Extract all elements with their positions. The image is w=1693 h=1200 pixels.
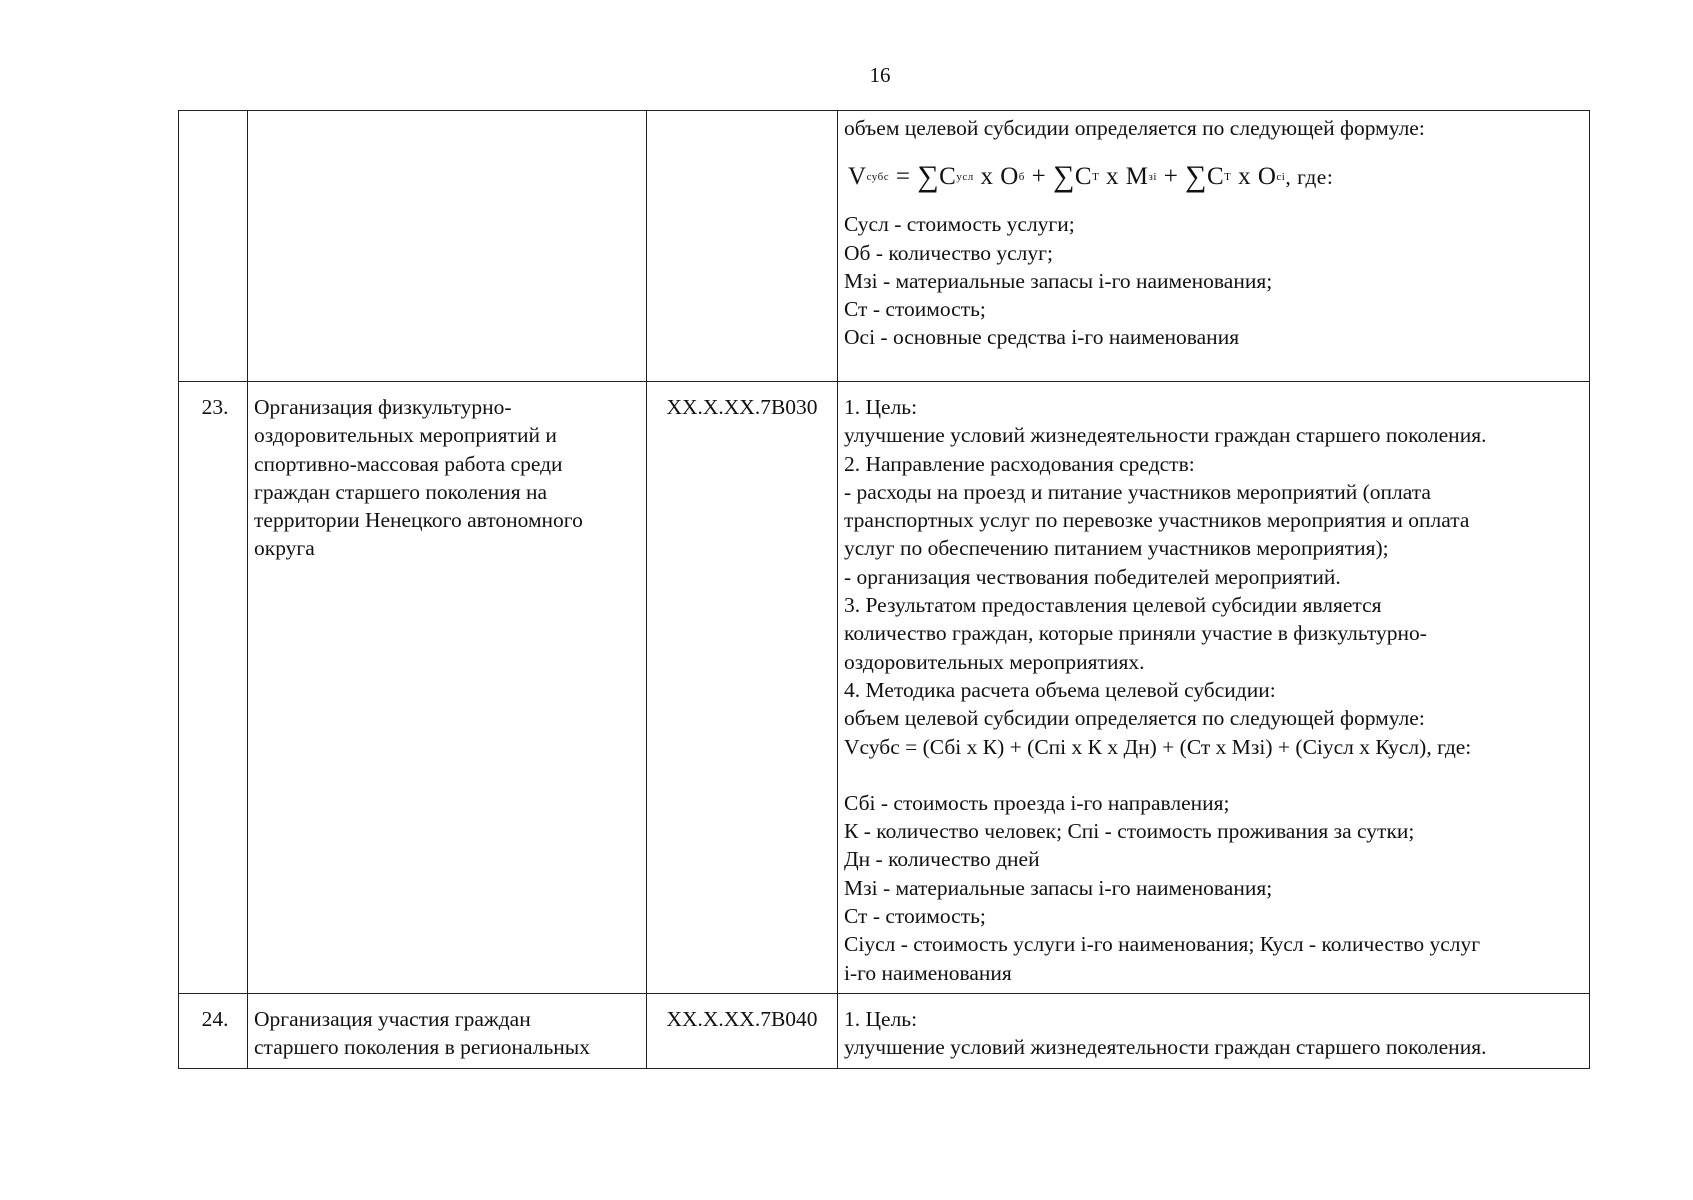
budget-code: XX.X.XX.7B030 xyxy=(666,395,818,419)
formula-sub: Т xyxy=(1224,171,1232,184)
sigma-symbol: ∑ xyxy=(1185,160,1207,194)
desc-line: Vсубс = (Сбi х К) + (Спi х К х Дн) + (Ст х Мзi) + (Сiусл х Кусл), где: xyxy=(844,734,1472,759)
desc-line: Мзi - материальные запасы i-го наименования; xyxy=(844,875,1273,900)
name-line: Организация физкультурно- xyxy=(254,395,512,419)
page-number: 16 xyxy=(869,63,891,87)
formula-sub: Т xyxy=(1092,171,1100,184)
desc-line: Дн - количество дней xyxy=(844,847,1040,872)
formula-sub: ci xyxy=(1276,171,1286,184)
cell-code xyxy=(647,111,838,382)
desc-line: количество граждан, которые приняли участие в физкультурно- xyxy=(844,621,1427,646)
name-line: спортивно-массовая работа среди xyxy=(254,451,563,476)
name-line: граждан старшего поколения на xyxy=(254,479,548,504)
formula-sub: субс xyxy=(866,171,890,184)
formula-o: O xyxy=(1257,163,1277,191)
desc-line: 2. Направление расходования средств: xyxy=(844,451,1195,476)
desc-line: улучшение условий жизнедеятельности граждан старшего поколения. xyxy=(844,1035,1487,1060)
desc-line: услуг по обеспечению питанием участников мероприятия); xyxy=(844,536,1389,561)
formula-c: C xyxy=(939,163,957,191)
cell-number xyxy=(179,994,248,1069)
desc-line: Сiусл - стоимость услуги i-го наименования; Кусл - количество услуг xyxy=(844,932,1481,957)
cell-description xyxy=(838,382,1590,994)
sigma-symbol: ∑ xyxy=(917,160,940,194)
name-line: старшего поколения в региональных xyxy=(254,1035,590,1060)
name-line: территории Ненецкого автономного xyxy=(254,508,583,533)
desc-line: К - количество человек; Спi - стоимость проживания за сутки; xyxy=(844,819,1415,844)
cell-name xyxy=(248,994,647,1069)
row-number: 23. xyxy=(201,395,229,419)
desc-line: 4. Методика расчета объема целевой субсидии: xyxy=(844,677,1276,702)
formula-tail: , где: xyxy=(1285,165,1334,190)
desc-line: Сусл - стоимость услуги; xyxy=(844,212,1075,237)
name-line: оздоровительных мероприятий и xyxy=(254,423,557,448)
desc-line: 1. Цель: xyxy=(844,395,918,419)
formula-o: O xyxy=(1000,163,1019,191)
desc-line: - расходы на проезд и питание участников мероприятий (оплата xyxy=(844,479,1431,504)
formula-c: C xyxy=(1206,163,1225,191)
cell-description xyxy=(838,111,1590,382)
budget-code: XX.X.XX.7B040 xyxy=(666,1007,818,1031)
row-number: 24. xyxy=(201,1007,229,1031)
name-line: округа xyxy=(254,536,315,561)
formula-plus: + xyxy=(1163,163,1179,191)
sigma-symbol: ∑ xyxy=(1052,160,1075,194)
cell-code xyxy=(647,382,838,994)
formula-v: V xyxy=(848,163,867,191)
formula-plus: + xyxy=(1031,163,1047,191)
desc-line: транспортных услуг по перевозке участников мероприятия и оплата xyxy=(844,508,1470,533)
cell-description xyxy=(838,994,1590,1069)
table-row xyxy=(179,994,1590,1069)
cell-code xyxy=(647,994,838,1069)
desc-line: 1. Цель: xyxy=(844,1007,918,1031)
desc-line: i-го наименования xyxy=(844,960,1012,985)
name-line: Организация участия граждан xyxy=(254,1007,531,1031)
desc-line: Ст - стоимость; xyxy=(844,904,986,929)
desc-line: объем целевой субсидии определяется по следующей формуле: xyxy=(844,706,1425,731)
cell-name xyxy=(248,382,647,994)
desc-line: - организация чествования победителей мероприятий. xyxy=(844,564,1341,589)
formula-sub: зi xyxy=(1148,171,1157,184)
cell-number xyxy=(179,111,248,382)
formula xyxy=(844,142,1585,210)
blank-line xyxy=(844,761,1585,789)
formula-c: C xyxy=(1074,163,1093,191)
subsidy-table xyxy=(178,110,1590,1069)
desc-line: объем целевой субсидии определяется по следующей формуле: xyxy=(844,116,1425,140)
desc-line: 3. Результатом предоставления целевой субсидии является xyxy=(844,593,1382,618)
table-row xyxy=(179,382,1590,994)
desc-line: улучшение условий жизнедеятельности граждан старшего поколения. xyxy=(844,423,1487,448)
desc-line: Осi - основные средства i-го наименования xyxy=(844,325,1240,350)
formula-x: x xyxy=(980,163,994,191)
desc-line: Об - количество услуг; xyxy=(844,240,1053,265)
desc-line: Сбi - стоимость проезда i-го направления; xyxy=(844,790,1230,815)
table-row-continuation xyxy=(179,111,1590,382)
desc-line: оздоровительных мероприятиях. xyxy=(844,649,1145,674)
formula-sub: усл xyxy=(956,171,974,184)
desc-line: Ст - стоимость; xyxy=(844,297,986,322)
formula-x: x xyxy=(1238,163,1252,191)
formula-eq: = xyxy=(895,163,911,191)
formula-m: M xyxy=(1125,163,1149,191)
formula-x: x xyxy=(1106,163,1120,191)
cell-name xyxy=(248,111,647,382)
formula-sub: б xyxy=(1018,171,1025,184)
desc-line: Мзi - материальные запасы i-го наименования; xyxy=(844,268,1273,293)
cell-number xyxy=(179,382,248,994)
